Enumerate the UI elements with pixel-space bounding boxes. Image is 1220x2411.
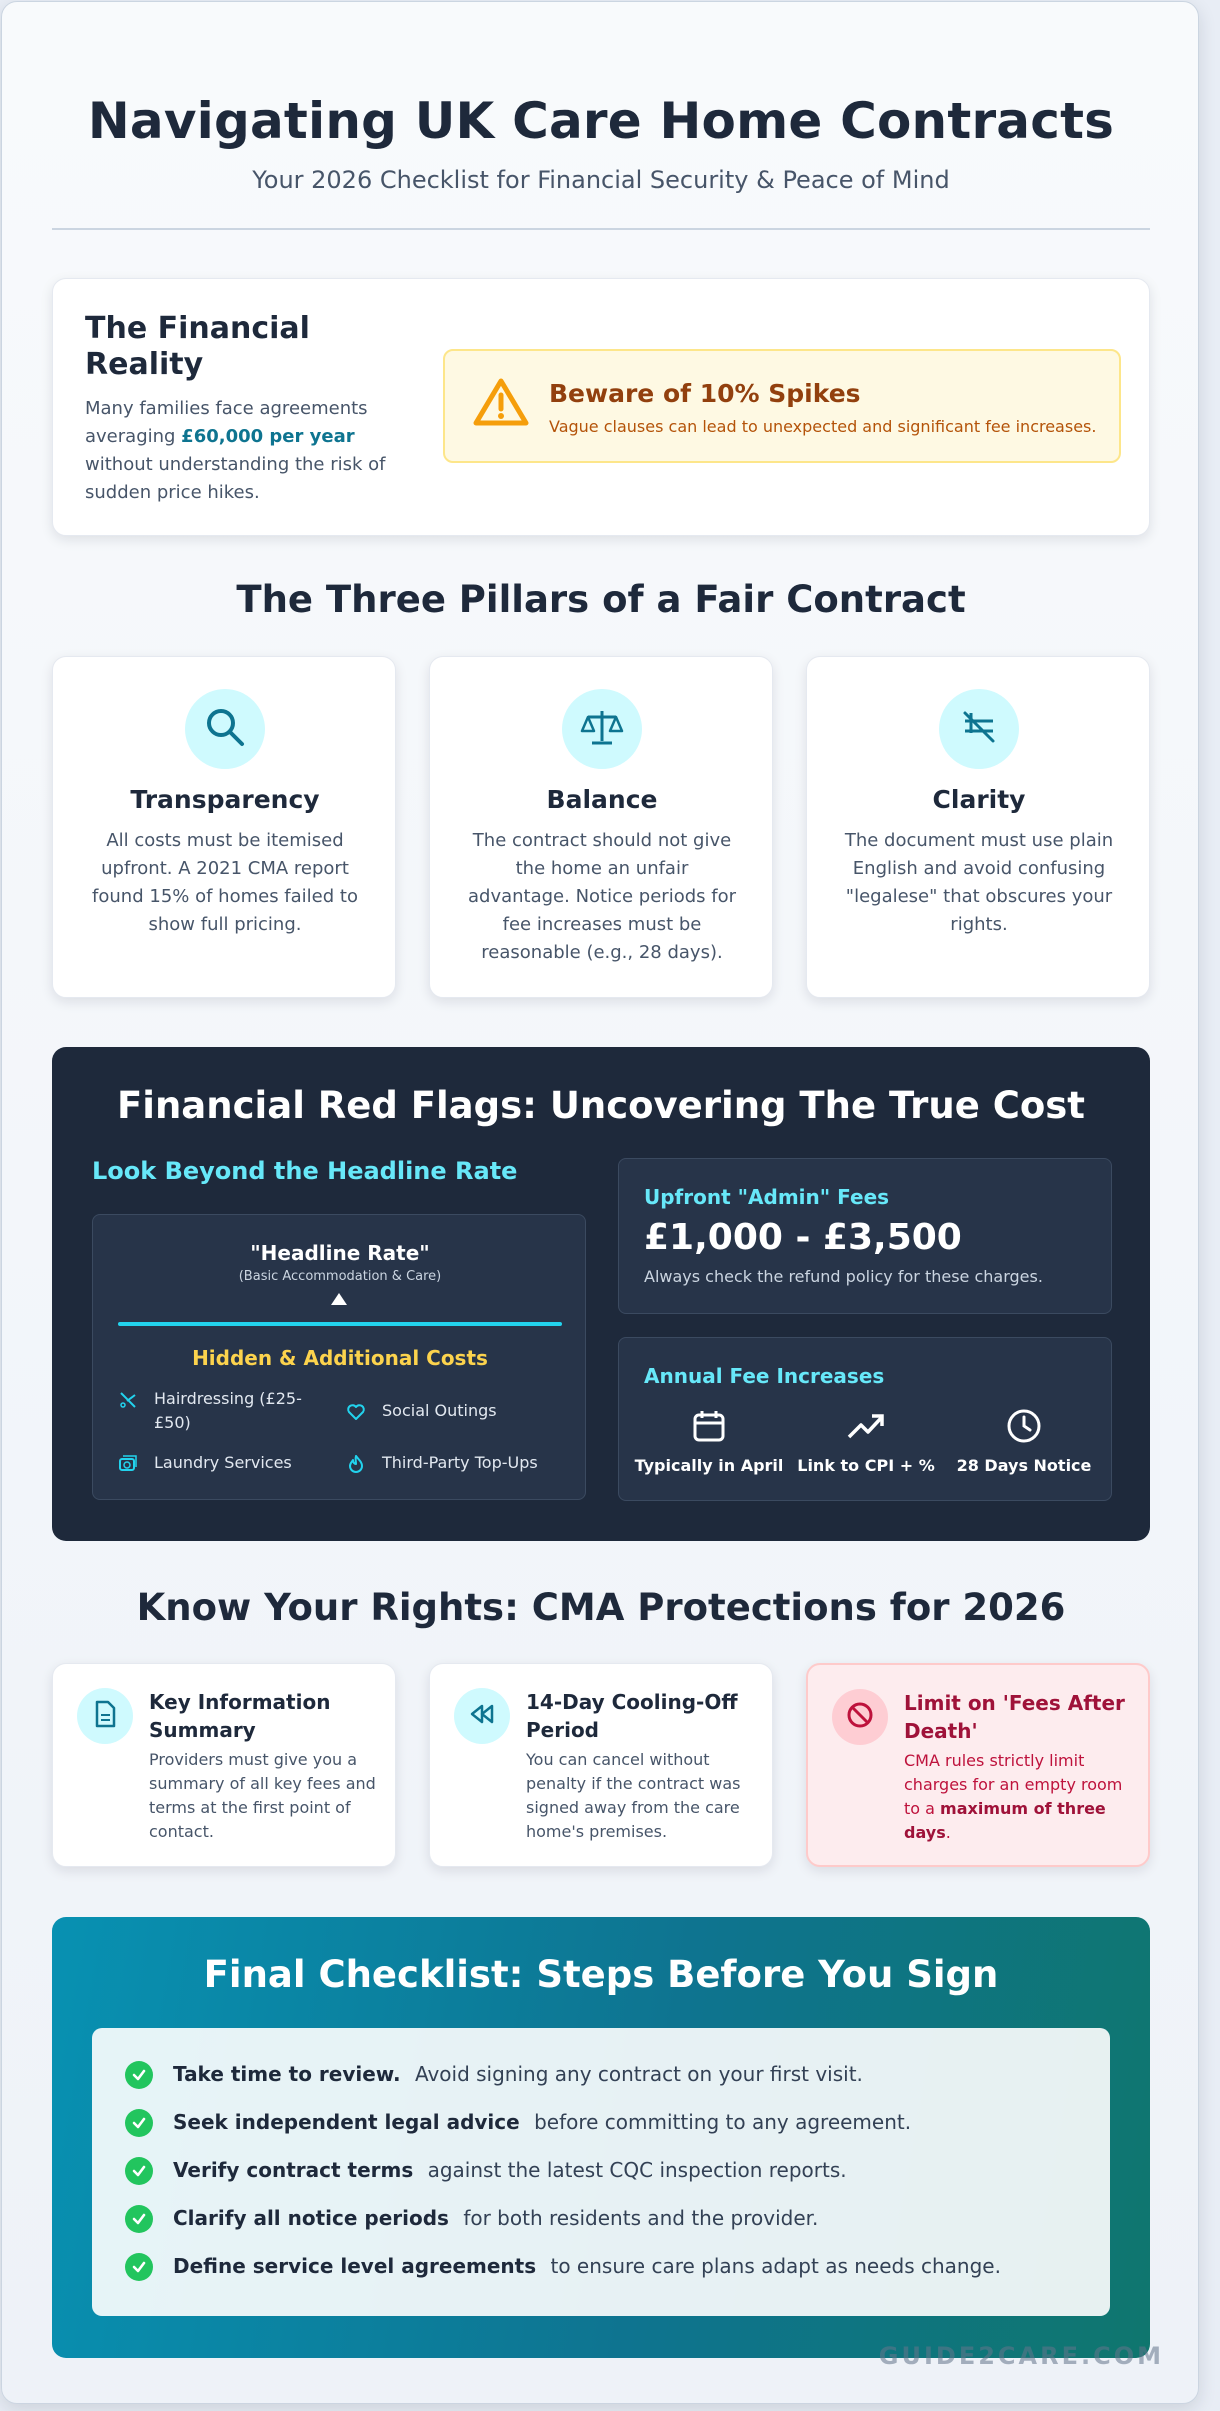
check-circle-icon (125, 2205, 153, 2233)
headline-rate-label: "Headline Rate" (250, 1241, 430, 1265)
admin-fees-amount: £1,000 - £3,500 (644, 1217, 962, 1258)
search-icon (204, 706, 246, 752)
cost-item: Social Outings (346, 1399, 566, 1423)
clock-icon (944, 1406, 1104, 1446)
rewind-icon (469, 1702, 495, 1730)
fee-spike-warning (443, 349, 1121, 463)
pillars-section-title: The Three Pillars of a Fair Contract (236, 578, 966, 621)
cost-item: Laundry Services (118, 1451, 338, 1475)
page-title: Navigating UK Care Home Contracts (87, 92, 1115, 150)
document-icon (92, 1700, 118, 1732)
rights-section-title: Know Your Rights: CMA Protections for 2026 (136, 1586, 1066, 1629)
divider-line (118, 1322, 562, 1326)
financial-reality-title: The Financial Reality (85, 311, 310, 382)
no-jargon-icon (959, 707, 999, 751)
red-flags-title: Financial Red Flags: Uncovering The True Cost (117, 1084, 1085, 1127)
admin-fees-note: Always check the refund policy for these charges. (644, 1267, 1043, 1286)
page-subtitle: Your 2026 Checklist for Financial Security & Peace of Mind (252, 166, 950, 194)
pillar-transparency (52, 656, 396, 998)
scales-icon (580, 707, 624, 751)
right-fees-after-death (806, 1663, 1150, 1867)
average-cost: £60,000 per year (181, 426, 355, 447)
pillar-title: Clarity (932, 785, 1026, 814)
check-circle-icon (125, 2061, 153, 2089)
admin-fees-label: Upfront "Admin" Fees (644, 1185, 890, 1209)
warning-text: Vague clauses can lead to unexpected and significant fee increases. (549, 417, 1097, 436)
admin-fees-panel (618, 1158, 1112, 1314)
check-circle-icon (125, 2157, 153, 2185)
right-cooling-off (429, 1663, 773, 1867)
annual-item: Typically in April (629, 1406, 789, 1475)
header-divider (52, 228, 1150, 230)
red-flags-subtitle: Look Beyond the Headline Rate (92, 1157, 518, 1185)
pillar-text: The contract should not give the home an unfair advantage. Notice periods for fee increases must be reasonable (e.g., 28 days). (468, 830, 736, 963)
right-key-information (52, 1663, 396, 1867)
final-checklist-section (52, 1917, 1150, 2358)
financial-reality-text: Many families face agreements averaging £60,000 per year without understanding the risk of sudden price hikes. (85, 398, 386, 503)
pillar-balance (429, 656, 773, 998)
checklist-box: Take time to review. Avoid signing any contract on your first visit. Seek independent legal advice before committing to any agreement. Verify contract terms against the latest CQC inspection reports. Clarify all notice periods for both residents and the provider. Define service level agreements to ensure care plans adapt as needs change. (92, 2028, 1110, 2316)
pillar-text: All costs must be itemised upfront. A 2021 CMA report found 15% of homes failed to show full pricing. (92, 830, 358, 935)
right-text: CMA rules strictly limit charges for an empty room to a maximum of three days. (904, 1751, 1123, 1842)
headline-rate-panel (92, 1214, 586, 1500)
cost-item: Third-Party Top-Ups (346, 1451, 566, 1475)
prohibited-icon (846, 1701, 874, 1733)
red-flags-section (52, 1047, 1150, 1541)
right-text: You can cancel without penalty if the contract was signed away from the care home's premises. (526, 1750, 741, 1841)
header (2, 92, 1200, 194)
warning-title: Beware of 10% Spikes (549, 379, 861, 408)
pillar-clarity (806, 656, 1150, 998)
warning-triangle-icon (473, 377, 529, 431)
hidden-costs-title: Hidden & Additional Costs (192, 1346, 488, 1370)
right-text: Providers must give you a summary of all key fees and terms at the first point of contact. (149, 1750, 376, 1841)
annual-increases-label: Annual Fee Increases (644, 1364, 885, 1388)
pillar-title: Balance (546, 785, 658, 814)
trending-up-icon (786, 1406, 946, 1446)
flame-icon (346, 1454, 366, 1481)
heart-icon (346, 1402, 366, 1429)
right-title: Key Information Summary (149, 1690, 331, 1742)
financial-reality-card (52, 278, 1150, 536)
check-circle-icon (125, 2109, 153, 2137)
brand-footer: GUIDE2CARE.COM (878, 2342, 1164, 2370)
pillar-title: Transparency (130, 785, 320, 814)
calendar-icon (629, 1406, 789, 1446)
cost-item: Hairdressing (£25-£50) (118, 1387, 318, 1437)
headline-rate-note: (Basic Accommodation & Care) (238, 1269, 442, 1284)
infographic-page (1, 1, 1199, 2404)
right-title: 14-Day Cooling-Off Period (526, 1690, 738, 1742)
checklist-title: Final Checklist: Steps Before You Sign (203, 1953, 999, 1996)
annual-item: 28 Days Notice (944, 1406, 1104, 1475)
annual-increases-panel (618, 1337, 1112, 1501)
check-circle-icon (125, 2253, 153, 2281)
annual-item: Link to CPI + % (786, 1406, 946, 1475)
right-title: Limit on 'Fees After Death' (904, 1691, 1125, 1743)
caret-up-icon (331, 1293, 347, 1305)
laundry-icon (118, 1454, 138, 1481)
scissors-icon (118, 1390, 138, 1417)
pillar-text: The document must use plain English and avoid confusing "legalese" that obscures your rights. (844, 830, 1114, 935)
